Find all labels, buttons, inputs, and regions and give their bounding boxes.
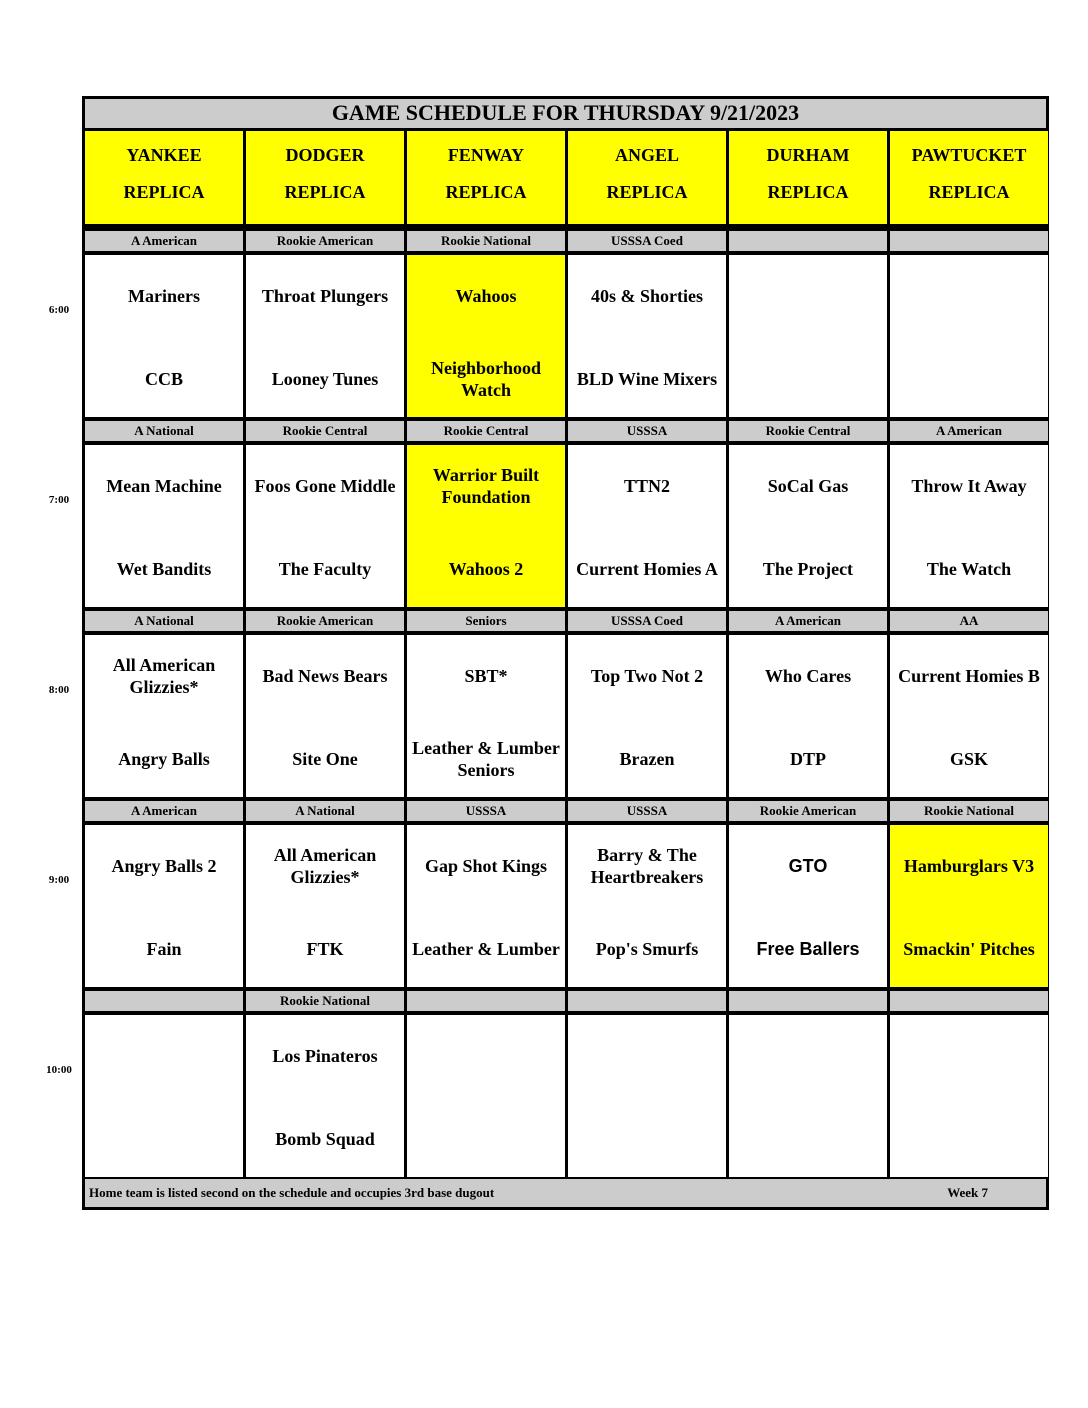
away-team: SoCal Gas — [767, 476, 849, 497]
division-label: Rookie National — [407, 231, 565, 251]
away-team: Foos Gone Middle — [254, 476, 396, 497]
away-team: Los Pinateros — [272, 1046, 378, 1067]
away-team: Mariners — [128, 286, 200, 307]
away-team: All American Glizzies* — [273, 845, 377, 887]
away-team: All American Glizzies* — [112, 655, 216, 697]
game-cell — [407, 255, 565, 417]
time-slot-label: 9:00 — [48, 874, 70, 886]
division-label: USSSA Coed — [568, 611, 726, 631]
division-label: Rookie American — [246, 611, 404, 631]
field-name: FENWAY — [447, 145, 525, 165]
home-team: Smackin' Pitches — [903, 939, 1035, 960]
home-team — [568, 1108, 726, 1172]
game-cell — [85, 445, 243, 607]
away-team: Throw It Away — [911, 476, 1027, 497]
game-cell — [85, 635, 243, 797]
home-team — [407, 1108, 565, 1172]
game-cell — [568, 635, 726, 797]
away-team: TTN2 — [623, 476, 670, 497]
home-team: Site One — [292, 749, 358, 770]
away-team — [729, 265, 887, 329]
field-header — [729, 131, 887, 224]
game-cell — [568, 445, 726, 607]
division-label: A National — [85, 611, 243, 631]
field-header — [85, 131, 243, 224]
division-label — [890, 231, 1048, 251]
field-subtitle: REPLICA — [445, 181, 527, 202]
division-label: USSSA — [568, 801, 726, 821]
home-team: Pop's Smurfs — [595, 939, 699, 960]
game-cell — [729, 445, 887, 607]
away-team: Wahoos — [455, 286, 517, 307]
home-team: Angry Balls — [118, 749, 210, 770]
field-name: ANGEL — [614, 145, 679, 165]
division-label — [407, 991, 565, 1011]
game-cell — [890, 445, 1048, 607]
away-team: Current Homies B — [898, 666, 1040, 687]
game-cell — [85, 1015, 243, 1177]
game-cell — [729, 1015, 887, 1177]
home-team: Brazen — [619, 749, 675, 770]
away-team — [568, 1025, 726, 1089]
game-cell — [729, 635, 887, 797]
game-cell — [568, 825, 726, 987]
field-subtitle: REPLICA — [928, 181, 1010, 202]
home-team — [890, 348, 1048, 412]
away-team — [407, 1025, 565, 1089]
home-team: Wet Bandits — [116, 559, 212, 580]
division-label: Rookie National — [890, 801, 1048, 821]
division-label: Rookie Central — [246, 421, 404, 441]
time-slot-label: 7:00 — [48, 494, 70, 506]
field-header — [246, 131, 404, 224]
game-cell — [85, 825, 243, 987]
division-label: A American — [729, 611, 887, 631]
game-cell — [568, 1015, 726, 1177]
away-team: Gap Shot Kings — [424, 856, 548, 877]
game-cell — [890, 255, 1048, 417]
field-subtitle: REPLICA — [123, 181, 205, 202]
game-cell — [890, 1015, 1048, 1177]
game-cell — [246, 825, 404, 987]
division-label: Rookie American — [729, 801, 887, 821]
division-label — [890, 991, 1048, 1011]
game-cell — [729, 255, 887, 417]
home-team — [890, 1108, 1048, 1172]
away-team: Who Cares — [764, 666, 852, 687]
division-label: Rookie Central — [407, 421, 565, 441]
division-label: Seniors — [407, 611, 565, 631]
field-name: YANKEE — [126, 145, 202, 165]
away-team — [85, 1025, 243, 1089]
home-team — [729, 1108, 887, 1172]
field-name: DURHAM — [766, 145, 850, 165]
away-team — [890, 1025, 1048, 1089]
game-cell — [246, 255, 404, 417]
home-team: Leather & Lumber — [412, 939, 560, 960]
game-cell — [890, 635, 1048, 797]
division-label: USSSA — [407, 801, 565, 821]
game-cell — [407, 1015, 565, 1177]
away-team: Mean Machine — [106, 476, 222, 497]
home-team: GSK — [949, 749, 988, 770]
game-cell — [729, 825, 887, 987]
field-header — [890, 131, 1048, 224]
game-cell — [85, 255, 243, 417]
field-name: DODGER — [285, 145, 365, 165]
footer-bar — [85, 1179, 1046, 1207]
away-team: 40s & Shorties — [591, 286, 703, 307]
home-team: Current Homies A — [576, 559, 718, 580]
page-title: GAME SCHEDULE FOR THURSDAY 9/21/2023 — [85, 99, 1046, 128]
division-label: A National — [246, 801, 404, 821]
away-team: Barry & The Heartbreakers — [590, 845, 704, 887]
away-team: SBT* — [464, 666, 508, 687]
field-subtitle: REPLICA — [606, 181, 688, 202]
away-team: Warrior Built Foundation — [432, 465, 540, 507]
away-team — [890, 265, 1048, 329]
away-team: Bad News Bears — [262, 666, 388, 687]
schedule-table — [82, 96, 1049, 1210]
away-team: Top Two Not 2 — [590, 666, 704, 687]
field-header — [407, 131, 565, 224]
away-team: Angry Balls 2 — [111, 856, 217, 877]
time-slot-label: 6:00 — [48, 304, 70, 316]
game-cell — [568, 255, 726, 417]
away-team: Hamburglars V3 — [903, 856, 1035, 877]
home-team: Wahoos 2 — [448, 559, 524, 580]
away-team: GTO — [788, 856, 828, 877]
division-label — [729, 991, 887, 1011]
home-team: Fain — [146, 939, 182, 960]
footer-note: Home team is listed second on the schedule and occupies 3rd base dugout — [89, 1185, 495, 1201]
game-cell — [407, 445, 565, 607]
home-team: Looney Tunes — [271, 369, 379, 390]
home-team: FTK — [306, 939, 344, 960]
division-label: A American — [85, 231, 243, 251]
home-team: DTP — [790, 749, 826, 770]
field-subtitle: REPLICA — [284, 181, 366, 202]
away-team — [729, 1025, 887, 1089]
field-subtitle: REPLICA — [767, 181, 849, 202]
field-name: PAWTUCKET — [911, 145, 1027, 165]
division-label: A National — [85, 421, 243, 441]
division-label: Rookie Central — [729, 421, 887, 441]
home-team — [85, 1108, 243, 1172]
division-label — [729, 231, 887, 251]
home-team: Free Ballers — [756, 939, 860, 960]
field-header — [568, 131, 726, 224]
division-label: USSSA Coed — [568, 231, 726, 251]
division-label: A American — [890, 421, 1048, 441]
time-slot-label: 8:00 — [48, 684, 70, 696]
home-team: Bomb Squad — [275, 1129, 375, 1150]
home-team: Neighborhood Watch — [430, 358, 542, 400]
home-team: The Faculty — [278, 559, 372, 580]
home-team: CCB — [144, 369, 183, 390]
week-label: Week 7 — [947, 1185, 988, 1201]
division-label: AA — [890, 611, 1048, 631]
home-team: BLD Wine Mixers — [576, 369, 718, 390]
division-label: USSSA — [568, 421, 726, 441]
home-team: The Project — [762, 559, 854, 580]
game-cell — [890, 825, 1048, 987]
home-team: The Watch — [926, 559, 1012, 580]
game-cell — [246, 635, 404, 797]
game-cell — [407, 825, 565, 987]
division-label: Rookie American — [246, 231, 404, 251]
game-cell — [246, 445, 404, 607]
game-cell — [246, 1015, 404, 1177]
division-label — [568, 991, 726, 1011]
away-team: Throat Plungers — [261, 286, 389, 307]
division-label: A American — [85, 801, 243, 821]
time-slot-label: 10:00 — [46, 1064, 72, 1076]
home-team: Leather & Lumber Seniors — [412, 738, 560, 780]
division-label — [85, 991, 243, 1011]
game-cell — [407, 635, 565, 797]
home-team — [729, 348, 887, 412]
division-label: Rookie National — [246, 991, 404, 1011]
